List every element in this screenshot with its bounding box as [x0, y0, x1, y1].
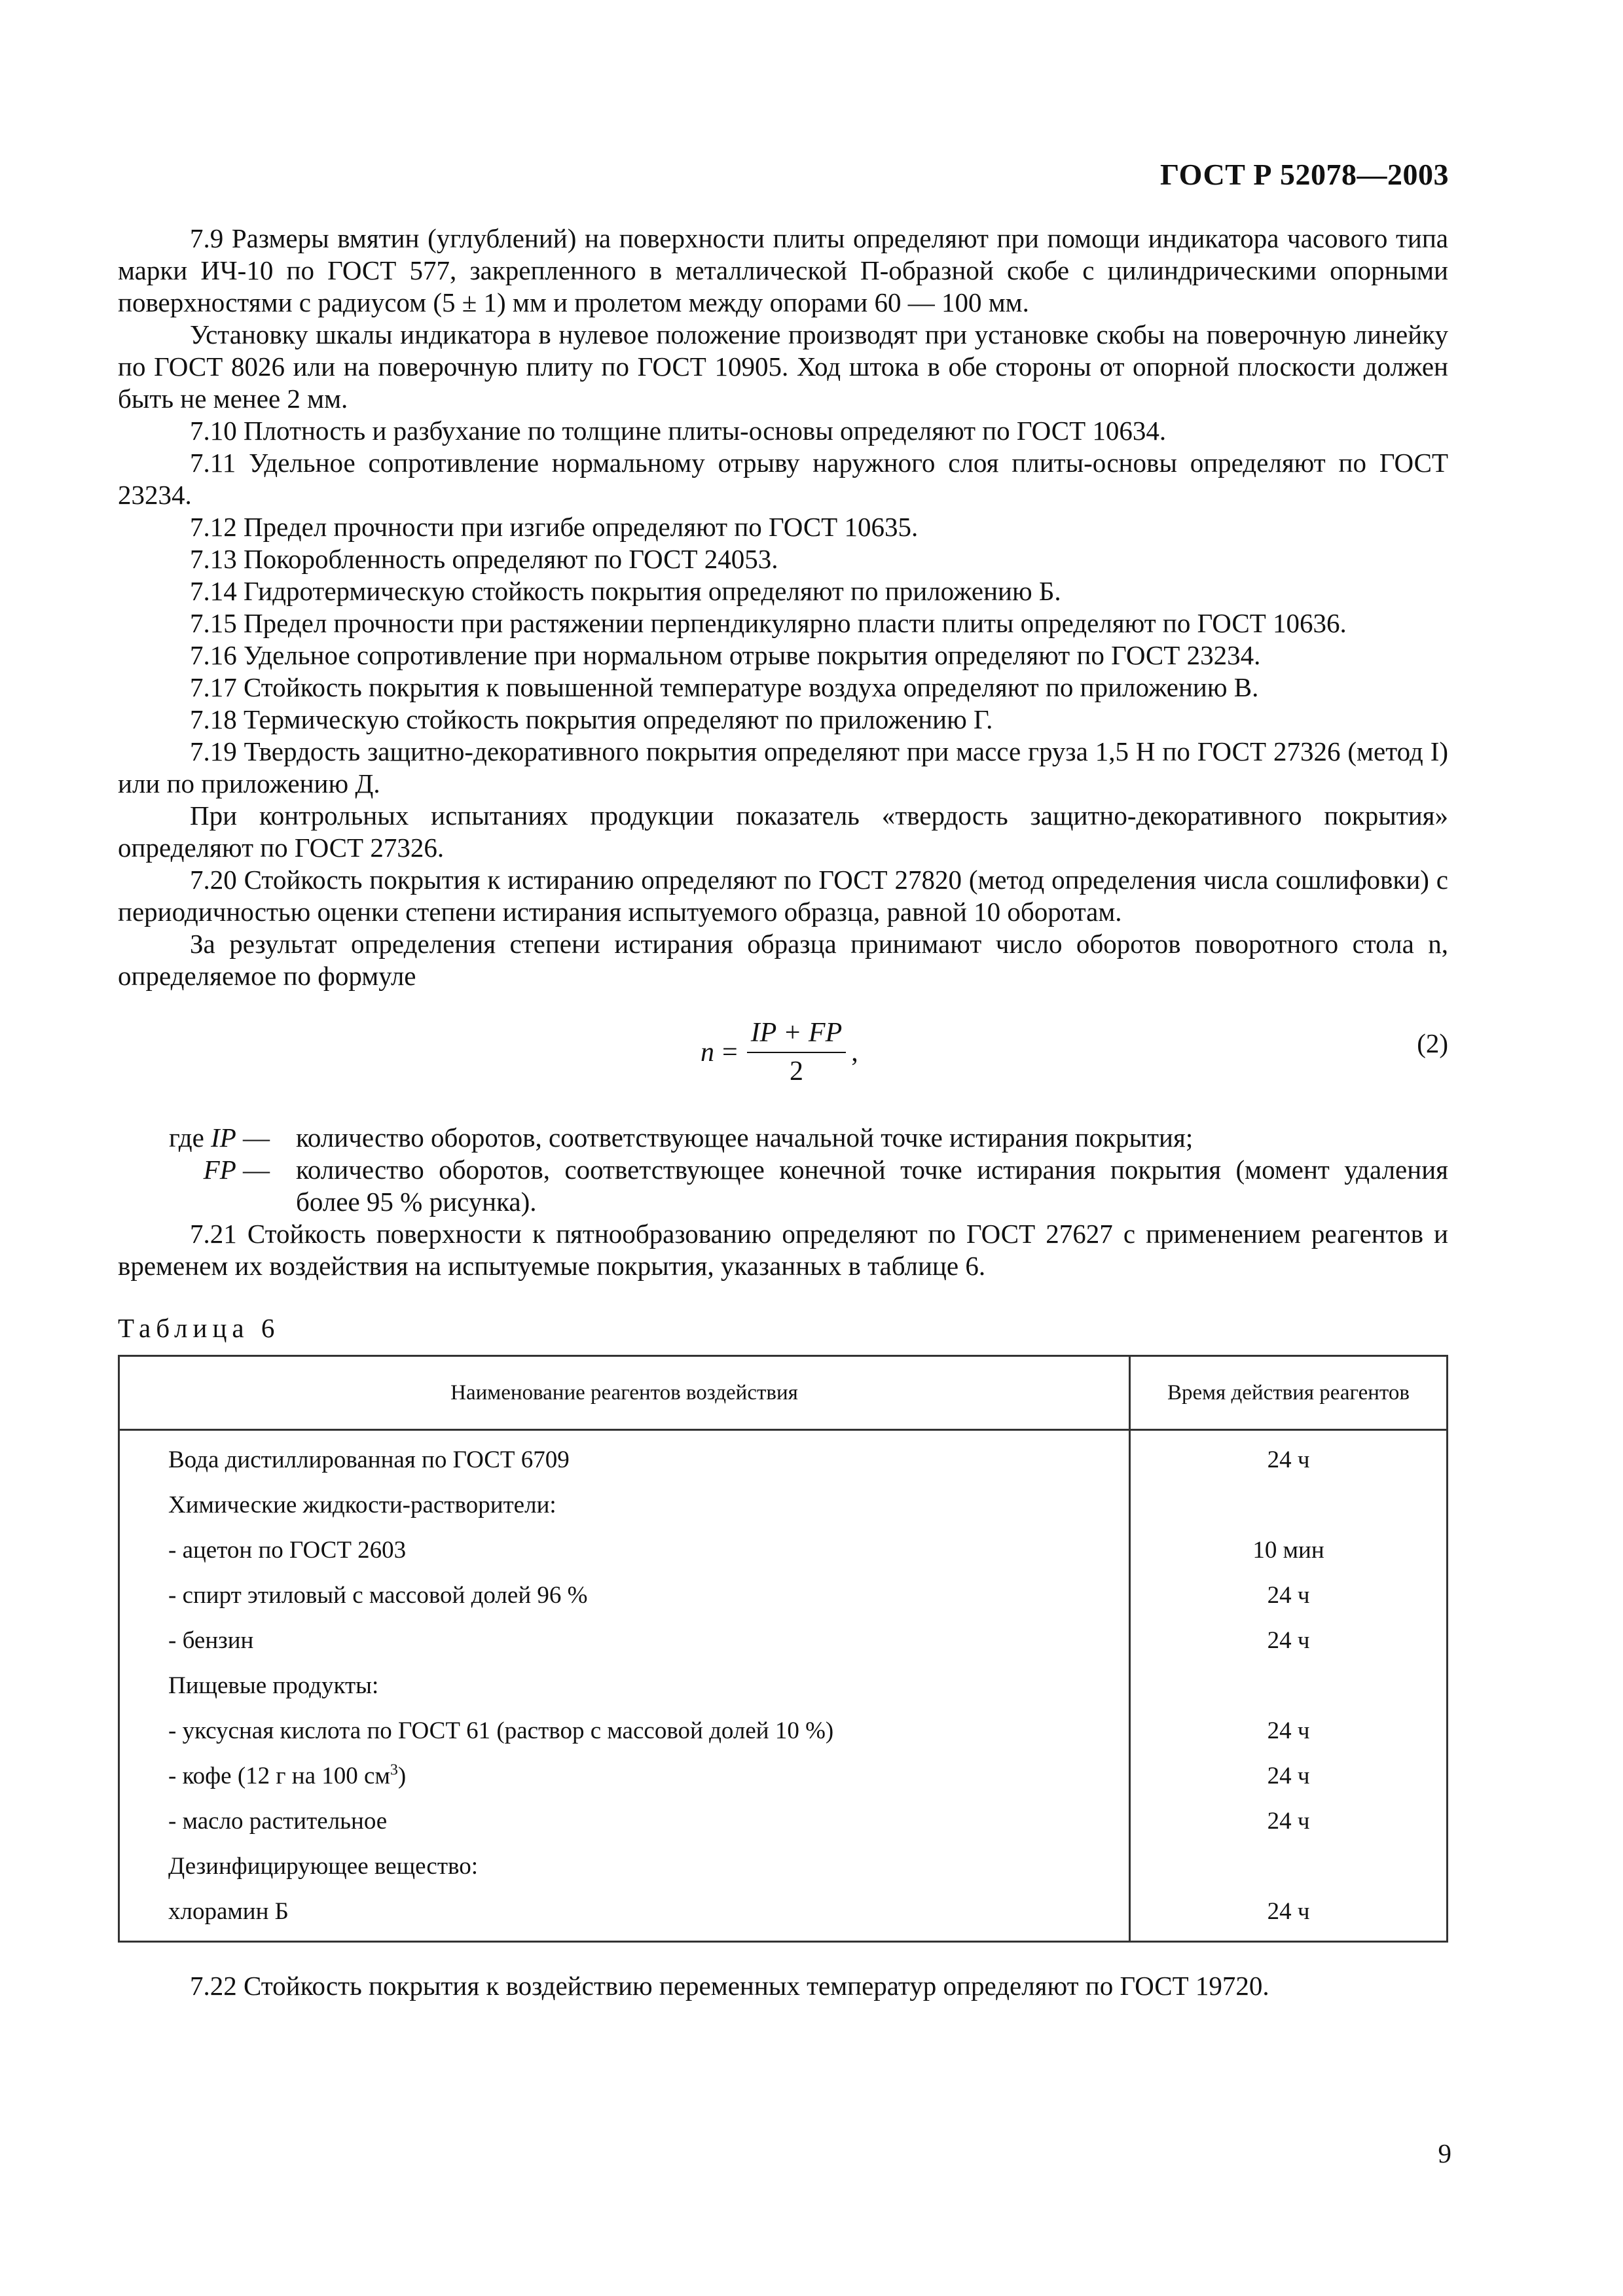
time-cell	[1130, 1482, 1448, 1528]
table-row	[119, 1482, 1448, 1528]
formula-2	[118, 1011, 1448, 1096]
definition-ip	[118, 1122, 1448, 1154]
paragraph-7-21: 7.21 Стойкость поверхности к пятнообразованию определяют по ГОСТ 27627 с применением реагентов и временем их воздействия на испытуемые покрытия, указанных в таблице 6.	[118, 1219, 1448, 1281]
paragraph-7-19-continued: При контрольных испытаниях продукции показатель «твердость защитно-декоративного покрытия» определяют по ГОСТ 27326.	[118, 800, 1448, 863]
definition-dash: —	[243, 1155, 270, 1185]
paragraph-7-9: 7.9 Размеры вмятин (углублений) на поверхности плиты определяют при помощи индикатора часового типа марки ИЧ-10 по ГОСТ 577, закрепленного в металлической П-образной скобе с цилиндрическими опорными поверхностями с радиусом (5 ± 1) мм и пролетом между опорами 60 — 100 мм.	[118, 223, 1448, 317]
formula-expression	[701, 1017, 858, 1088]
paragraph-7-14: 7.14 Гидротермическую стойкость покрытия определяют по приложению Б.	[190, 576, 1061, 606]
paragraph-7-19: 7.19 Твердость защитно-декоративного покрытия определяют при массе груза 1,5 Н по ГОСТ 27326 (метод I) или по приложению Д.	[118, 736, 1448, 798]
definition-description: количество оборотов, соответствующее начальной точке истирания покрытия;	[296, 1122, 1194, 1153]
table-row	[119, 1889, 1448, 1942]
time-cell: 24 ч	[1130, 1889, 1448, 1942]
time-cell: 24 ч	[1130, 1799, 1448, 1844]
formula-equals: =	[722, 1037, 738, 1067]
reagent-group-cell: Химические жидкости-растворители:	[119, 1482, 1130, 1528]
reagent-cell: Вода дистиллированная по ГОСТ 6709	[119, 1430, 1130, 1483]
column-header-time: Время действия реагентов	[1130, 1356, 1448, 1430]
paragraph-7-9-continued: Установку шкалы индикатора в нулевое положение производят при установке скобы на поверочную линейку по ГОСТ 8026 или на поверочную плиту по ГОСТ 10905. Ход штока в обе стороны от опорной плоскости должен быть не менее 2 мм.	[118, 319, 1448, 414]
definition-term: IP	[211, 1122, 236, 1153]
reagent-group-cell: Пищевые продукты:	[119, 1663, 1130, 1708]
reagent-text: - кофе (12 г на 100 см	[168, 1763, 390, 1789]
definition-dash: —	[243, 1122, 270, 1153]
reagent-cell: - уксусная кислота по ГОСТ 61 (раствор с массовой долей 10 %)	[119, 1708, 1130, 1753]
reagent-cell: - спирт этиловый с массовой долей 96 %	[119, 1573, 1130, 1618]
table-row	[119, 1799, 1448, 1844]
table-row	[119, 1844, 1448, 1889]
paragraph-7-11: 7.11 Удельное сопротивление нормальному отрыву наружного слоя плиты-основы определяют по ГОСТ 23234.	[118, 448, 1448, 510]
formula-lhs: n	[701, 1037, 714, 1067]
document-header: ГОСТ Р 52078—2003	[1160, 158, 1449, 191]
table-row	[119, 1618, 1448, 1663]
reagent-group-cell: Дезинфицирующее вещество:	[119, 1844, 1130, 1889]
reagent-cell	[119, 1753, 1130, 1799]
table-row	[119, 1573, 1448, 1618]
reagent-cell: - масло растительное	[119, 1799, 1130, 1844]
reagent-text-tail: )	[397, 1763, 407, 1789]
table-header-row	[119, 1356, 1448, 1430]
formula-comma: ,	[851, 1037, 858, 1067]
table-row	[119, 1753, 1448, 1799]
paragraph-7-13: 7.13 Покоробленность определяют по ГОСТ 24053.	[190, 544, 778, 574]
definition-description: количество оборотов, соответствующее конечной точке истирания покрытия (момент удаления более 95 % рисунка).	[296, 1155, 1448, 1217]
page-number: 9	[1438, 2138, 1451, 2168]
paragraph-7-16: 7.16 Удельное сопротивление при нормальном отрыве покрытия определяют по ГОСТ 23234.	[190, 640, 1261, 670]
formula-numerator: IP + FP	[747, 1017, 847, 1053]
table-row	[119, 1708, 1448, 1753]
definition-fp	[118, 1154, 1448, 1218]
column-header-reagent: Наименование реагентов воздействия	[119, 1356, 1130, 1430]
paragraph-7-18: 7.18 Термическую стойкость покрытия определяют по приложению Г.	[190, 704, 993, 734]
reagent-cell: - бензин	[119, 1618, 1130, 1663]
time-cell: 24 ч	[1130, 1753, 1448, 1799]
document-body	[118, 223, 1448, 2002]
formula-definitions	[118, 1122, 1448, 1218]
superscript: 3	[390, 1761, 398, 1779]
paragraph-7-20: 7.20 Стойкость покрытия к истиранию определяют по ГОСТ 27820 (метод определения числа сошлифовки) с периодичностью оценки степени истирания испытуемого образца, равной 10 оборотам.	[118, 865, 1448, 927]
paragraph-7-22: 7.22 Стойкость покрытия к воздействию переменных температур определяют по ГОСТ 19720.	[190, 1971, 1269, 2001]
definition-term: FP	[203, 1155, 236, 1185]
table-row	[119, 1430, 1448, 1483]
time-cell: 24 ч	[1130, 1708, 1448, 1753]
paragraph-7-15: 7.15 Предел прочности при растяжении перпендикулярно пласти плиты определяют по ГОСТ 10636.	[190, 608, 1347, 638]
paragraph-7-20-continued: За результат определения степени истирания образца принимают число оборотов поворотного стола n, определяемое по формуле	[118, 929, 1448, 991]
paragraph-7-17: 7.17 Стойкость покрытия к повышенной температуре воздуха определяют по приложению В.	[190, 672, 1259, 702]
reagent-cell: хлорамин Б	[119, 1889, 1130, 1942]
time-cell: 24 ч	[1130, 1618, 1448, 1663]
table-caption: Таблица 6	[118, 1313, 280, 1343]
time-cell	[1130, 1663, 1448, 1708]
paragraph-7-12: 7.12 Предел прочности при изгибе определяют по ГОСТ 10635.	[190, 512, 919, 542]
formula-number: (2)	[1417, 1028, 1448, 1058]
time-cell: 24 ч	[1130, 1573, 1448, 1618]
formula-fraction	[747, 1017, 847, 1088]
table-row	[119, 1663, 1448, 1708]
table-row	[119, 1528, 1448, 1573]
formula-denominator: 2	[789, 1056, 803, 1086]
time-cell	[1130, 1844, 1448, 1889]
reagents-table	[118, 1355, 1448, 1943]
paragraph-7-10: 7.10 Плотность и разбухание по толщине плиты-основы определяют по ГОСТ 10634.	[190, 416, 1167, 446]
time-cell: 24 ч	[1130, 1430, 1448, 1483]
time-cell: 10 мин	[1130, 1528, 1448, 1573]
reagent-cell: - ацетон по ГОСТ 2603	[119, 1528, 1130, 1573]
definition-prefix: где	[168, 1122, 204, 1153]
